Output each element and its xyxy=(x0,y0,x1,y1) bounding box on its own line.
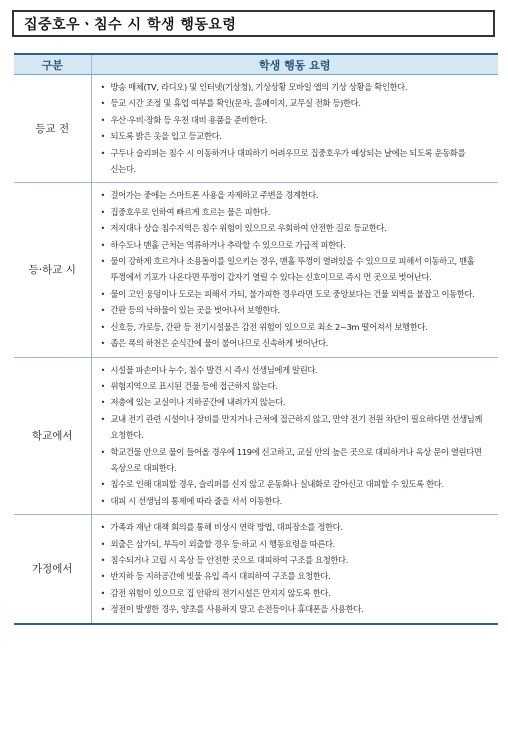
guideline-cell xyxy=(91,515,498,624)
guideline-cell xyxy=(91,75,498,183)
guideline-item: • 저층에 있는 교실이나 지하공간에 내려가지 않는다. xyxy=(100,394,493,410)
guideline-cell xyxy=(91,357,498,515)
guideline-item: • 집중호우로 인하여 빠르게 흐르는 물은 피한다. xyxy=(100,204,493,220)
guideline-cell xyxy=(91,183,498,357)
guideline-item: • 되도록 밝은 옷을 입고 등교한다. xyxy=(100,128,493,144)
guideline-item: • 저지대나 상습 침수지역은 침수 위험이 있으므로 우회하여 안전한 길로 등교한다. xyxy=(100,220,493,236)
category-cell: 가정에서 xyxy=(14,515,91,624)
guideline-item: • 위험지역으로 표시된 건물 등에 접근하지 않는다. xyxy=(100,378,493,394)
guideline-item: • 침수되거나 고립 시 옥상 등 안전한 곳으로 대피하여 구조를 요청한다. xyxy=(100,552,493,568)
guideline-item: • 물이 강하게 흐르거나 소용돌이를 일으키는 경우, 맨홀 뚜껑이 열려있을 수 있으므로 피해서 이동하고, 맨홀 뚜껑에서 기포가 나온다면 뚜껑이 갑자기 열릴 수 있다는 신호이므로 즉시 먼 곳으로 벗어난다. xyxy=(100,253,493,286)
guideline-item: • 신호등, 가로등, 간판 등 전기시설물은 감전 위험이 있으므로 최소 2~3m 떨어져서 보행한다. xyxy=(100,319,493,335)
guideline-item: • 걸어가는 중에는 스마트폰 사용을 자제하고 주변을 경계한다. xyxy=(100,187,493,203)
guideline-item: • 정전이 발생한 경우, 양초를 사용하지 말고 손전등이나 휴대폰을 사용한다. xyxy=(100,601,493,617)
guideline-item: • 우산·우비·장화 등 우천 대비 용품을 준비한다. xyxy=(100,112,493,128)
guideline-item: • 감전 위험이 있으므로 집 안팎의 전기시설은 만지지 않도록 한다. xyxy=(100,585,493,601)
guideline-item: • 가족과 재난 대책 회의를 통해 비상시 연락 방법, 대피장소를 정한다. xyxy=(100,519,493,535)
guideline-item: • 시설물 파손이나 누수, 침수 발견 시 즉시 선생님에게 알린다. xyxy=(100,362,493,378)
category-cell: 학교에서 xyxy=(14,357,91,515)
guideline-item: • 대피 시 선생님의 통제에 따라 줄을 서서 이동한다. xyxy=(100,493,493,509)
guideline-item: • 외출은 삼가되, 부득이 외출할 경우 등·하교 시 행동요령을 따른다. xyxy=(100,536,493,552)
guideline-item: • 교내 전기 관련 시설이나 장비를 만지거나 근처에 접근하지 않고, 만약 전기 전원 차단이 필요하다면 선생님께 요청한다. xyxy=(100,411,493,444)
guideline-item: • 하수도나 맨홀 근처는 역류하거나 추락할 수 있으므로 가급적 피한다. xyxy=(100,237,493,253)
guideline-item: • 좁은 폭의 하천은 순식간에 물이 불어나므로 신속하게 벗어난다. xyxy=(100,335,493,351)
table-row xyxy=(14,75,498,183)
page-title: 집중호우ㆍ침수 시 학생 행동요령 xyxy=(12,10,495,37)
column-header-category: 구분 xyxy=(14,54,91,75)
guideline-list xyxy=(92,358,499,515)
table-body xyxy=(14,75,498,624)
guideline-item: • 등교 시간 조정 및 휴업 여부를 확인(문자, 홈페이지, 교무실 전화 등)한다. xyxy=(100,95,493,111)
table-row xyxy=(14,357,498,515)
table-row xyxy=(14,515,498,624)
guideline-list xyxy=(92,515,499,622)
table-header-row xyxy=(14,54,498,75)
guideline-item: • 구두나 슬리퍼는 침수 시 이동하거나 대피하기 어려우므로 집중호우가 예상되는 날에는 되도록 운동화를 신는다. xyxy=(100,145,493,178)
guideline-item: • 물이 고인 웅덩이나 도로는 피해서 가되, 불가피한 경우라면 도로 중앙보다는 건물 외벽을 붙잡고 이동한다. xyxy=(100,286,493,302)
guideline-table xyxy=(14,53,498,625)
guideline-item: • 방송 매체(TV, 라디오) 및 인터넷(기상청), 기상상황 모바일 앱의 기상 상황을 확인한다. xyxy=(100,79,493,95)
category-cell: 등·하교 시 xyxy=(14,183,91,357)
guideline-item: • 학교건물 안으로 물이 들어올 경우에 119에 신고하고, 교실 안의 높은 곳으로 대피하거나 옥상 문이 열린다면 옥상으로 대피한다. xyxy=(100,444,493,477)
guideline-item: • 간판 등의 낙하물이 있는 곳을 벗어나서 보행한다. xyxy=(100,302,493,318)
category-cell: 등교 전 xyxy=(14,75,91,183)
column-header-guidelines: 학생 행동 요령 xyxy=(91,54,498,75)
guideline-list xyxy=(92,183,499,356)
table-row xyxy=(14,183,498,357)
guideline-item: • 침수로 인해 대피할 경우, 슬리퍼를 신지 않고 운동화나 실내화로 갈아신고 대피할 수 있도록 한다. xyxy=(100,476,493,492)
guideline-item: • 반지하 등 지하공간에 빗물 유입 즉시 대피하여 구조를 요청한다. xyxy=(100,568,493,584)
guideline-list xyxy=(92,75,499,182)
